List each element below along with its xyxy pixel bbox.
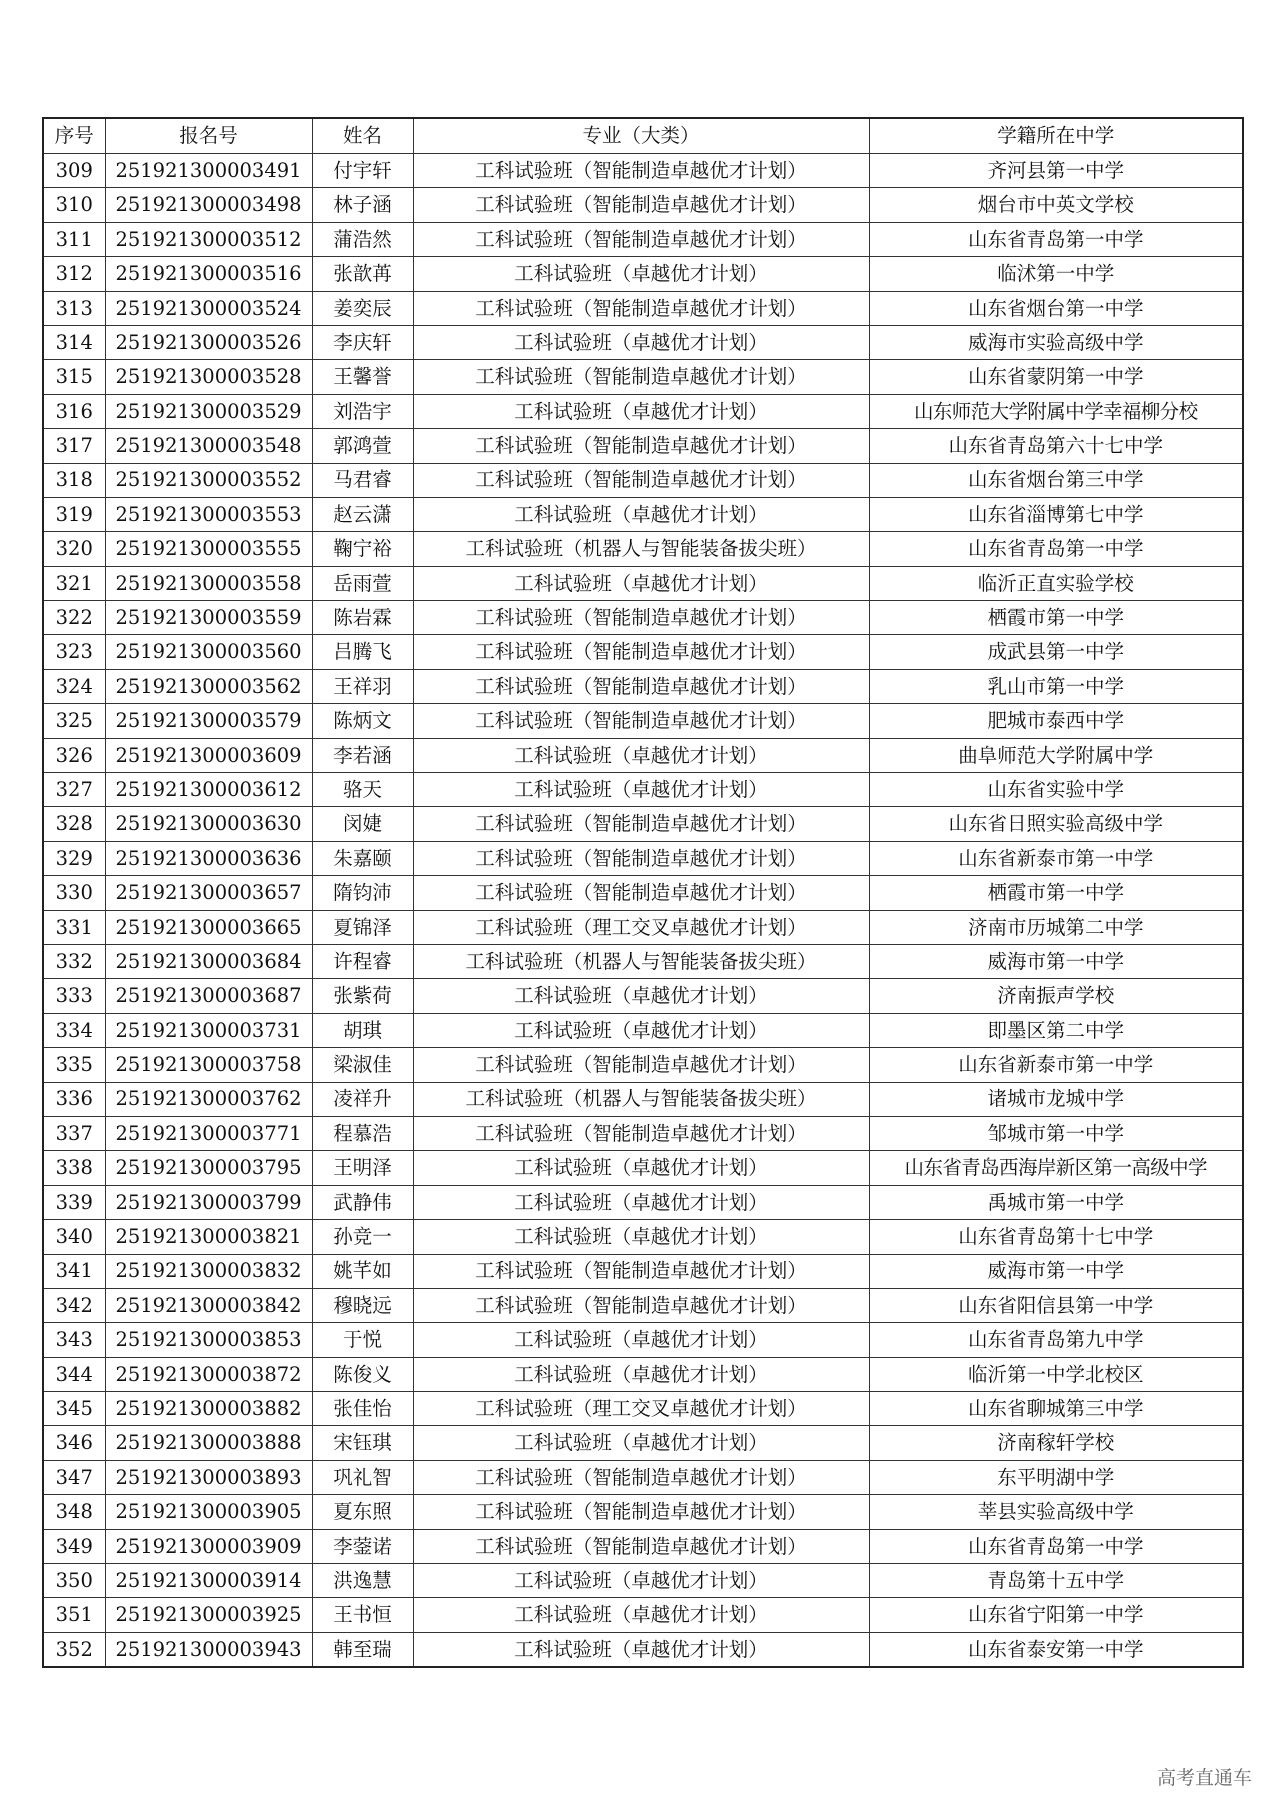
header-serial-number: 序号 (43, 118, 105, 154)
high-school-cell: 临沂正直实验学校 (869, 566, 1243, 600)
major-cell: 工科试验班（智能制造卓越优才计划） (413, 669, 869, 703)
serial-number-cell: 337 (43, 1116, 105, 1150)
header-high-school: 学籍所在中学 (869, 118, 1243, 154)
table-row (43, 910, 1243, 944)
serial-number-cell: 344 (43, 1357, 105, 1391)
high-school-cell: 山东省烟台第一中学 (869, 291, 1243, 325)
table-row (43, 1254, 1243, 1288)
name-cell: 付宇轩 (312, 154, 413, 188)
serial-number-cell: 339 (43, 1185, 105, 1219)
registration-number-cell: 251921300003579 (105, 704, 312, 738)
table-row (43, 429, 1243, 463)
name-cell: 凌祥升 (312, 1082, 413, 1116)
major-cell: 工科试验班（卓越优才计划） (413, 1564, 869, 1598)
major-cell: 工科试验班（卓越优才计划） (413, 1220, 869, 1254)
high-school-cell: 青岛第十五中学 (869, 1564, 1243, 1598)
serial-number-cell: 350 (43, 1564, 105, 1598)
name-cell: 程慕浩 (312, 1116, 413, 1150)
major-cell: 工科试验班（智能制造卓越优才计划） (413, 463, 869, 497)
serial-number-cell: 332 (43, 944, 105, 978)
serial-number-cell: 327 (43, 773, 105, 807)
watermark-text: 高考直通车 (1156, 1768, 1252, 1789)
serial-number-cell: 311 (43, 222, 105, 256)
serial-number-cell: 352 (43, 1632, 105, 1667)
table-row (43, 257, 1243, 291)
major-cell: 工科试验班（智能制造卓越优才计划） (413, 1254, 869, 1288)
table-row (43, 532, 1243, 566)
table-header-row (43, 118, 1243, 154)
table-row (43, 944, 1243, 978)
registration-number-cell: 251921300003925 (105, 1598, 312, 1632)
major-cell: 工科试验班（智能制造卓越优才计划） (413, 841, 869, 875)
name-cell: 李若涵 (312, 738, 413, 772)
registration-number-cell: 251921300003771 (105, 1116, 312, 1150)
major-cell: 工科试验班（卓越优才计划） (413, 394, 869, 428)
table-row (43, 669, 1243, 703)
registration-number-cell: 251921300003687 (105, 979, 312, 1013)
major-cell: 工科试验班（卓越优才计划） (413, 257, 869, 291)
table-row (43, 1048, 1243, 1082)
name-cell: 姜奕辰 (312, 291, 413, 325)
serial-number-cell: 342 (43, 1288, 105, 1322)
high-school-cell: 乳山市第一中学 (869, 669, 1243, 703)
registration-number-cell: 251921300003559 (105, 601, 312, 635)
high-school-cell: 成武县第一中学 (869, 635, 1243, 669)
registration-number-cell: 251921300003888 (105, 1426, 312, 1460)
serial-number-cell: 322 (43, 601, 105, 635)
name-cell: 姚芊如 (312, 1254, 413, 1288)
table-row (43, 1288, 1243, 1322)
registration-number-cell: 251921300003524 (105, 291, 312, 325)
major-cell: 工科试验班（卓越优才计划） (413, 1185, 869, 1219)
serial-number-cell: 340 (43, 1220, 105, 1254)
table-body (43, 154, 1243, 1668)
table-row (43, 773, 1243, 807)
table-row (43, 1013, 1243, 1047)
major-cell: 工科试验班（卓越优才计划） (413, 1598, 869, 1632)
major-cell: 工科试验班（智能制造卓越优才计划） (413, 704, 869, 738)
major-cell: 工科试验班（智能制造卓越优才计划） (413, 1116, 869, 1150)
name-cell: 张歆苒 (312, 257, 413, 291)
major-cell: 工科试验班（卓越优才计划） (413, 325, 869, 359)
name-cell: 李蓥诺 (312, 1529, 413, 1563)
registration-number-cell: 251921300003555 (105, 532, 312, 566)
header-major: 专业（大类） (413, 118, 869, 154)
registration-number-cell: 251921300003684 (105, 944, 312, 978)
name-cell: 李庆轩 (312, 325, 413, 359)
registration-number-cell: 251921300003558 (105, 566, 312, 600)
name-cell: 王祥羽 (312, 669, 413, 703)
major-cell: 工科试验班（卓越优才计划） (413, 979, 869, 1013)
high-school-cell: 栖霞市第一中学 (869, 601, 1243, 635)
high-school-cell: 临沭第一中学 (869, 257, 1243, 291)
name-cell: 王书恒 (312, 1598, 413, 1632)
table-row (43, 291, 1243, 325)
table-row (43, 1426, 1243, 1460)
high-school-cell: 山东省日照实验高级中学 (869, 807, 1243, 841)
table-row (43, 497, 1243, 531)
name-cell: 巩礼智 (312, 1460, 413, 1494)
registration-number-cell: 251921300003758 (105, 1048, 312, 1082)
registration-number-cell: 251921300003842 (105, 1288, 312, 1322)
serial-number-cell: 325 (43, 704, 105, 738)
name-cell: 朱嘉颐 (312, 841, 413, 875)
name-cell: 刘浩宇 (312, 394, 413, 428)
high-school-cell: 烟台市中英文学校 (869, 188, 1243, 222)
registration-number-cell: 251921300003832 (105, 1254, 312, 1288)
name-cell: 马君睿 (312, 463, 413, 497)
high-school-cell: 山东省新泰市第一中学 (869, 841, 1243, 875)
name-cell: 胡琪 (312, 1013, 413, 1047)
registration-number-cell: 251921300003512 (105, 222, 312, 256)
serial-number-cell: 331 (43, 910, 105, 944)
serial-number-cell: 335 (43, 1048, 105, 1082)
high-school-cell: 山东省青岛第一中学 (869, 222, 1243, 256)
name-cell: 梁淑佳 (312, 1048, 413, 1082)
serial-number-cell: 334 (43, 1013, 105, 1047)
registration-number-cell: 251921300003560 (105, 635, 312, 669)
table-row (43, 188, 1243, 222)
high-school-cell: 肥城市泰西中学 (869, 704, 1243, 738)
major-cell: 工科试验班（卓越优才计划） (413, 1151, 869, 1185)
registration-number-cell: 251921300003529 (105, 394, 312, 428)
table-row (43, 876, 1243, 910)
registration-number-cell: 251921300003795 (105, 1151, 312, 1185)
name-cell: 林子涵 (312, 188, 413, 222)
serial-number-cell: 323 (43, 635, 105, 669)
major-cell: 工科试验班（智能制造卓越优才计划） (413, 1288, 869, 1322)
name-cell: 于悦 (312, 1323, 413, 1357)
serial-number-cell: 315 (43, 360, 105, 394)
high-school-cell: 东平明湖中学 (869, 1460, 1243, 1494)
serial-number-cell: 317 (43, 429, 105, 463)
name-cell: 张佳怡 (312, 1392, 413, 1426)
header-registration-number: 报名号 (105, 118, 312, 154)
registration-number-cell: 251921300003799 (105, 1185, 312, 1219)
name-cell: 陈俊义 (312, 1357, 413, 1391)
serial-number-cell: 324 (43, 669, 105, 703)
name-cell: 王明泽 (312, 1151, 413, 1185)
name-cell: 夏锦泽 (312, 910, 413, 944)
high-school-cell: 济南振声学校 (869, 979, 1243, 1013)
high-school-cell: 山东省青岛第九中学 (869, 1323, 1243, 1357)
high-school-cell: 济南市历城第二中学 (869, 910, 1243, 944)
major-cell: 工科试验班（智能制造卓越优才计划） (413, 1460, 869, 1494)
serial-number-cell: 343 (43, 1323, 105, 1357)
major-cell: 工科试验班（机器人与智能装备拔尖班） (413, 532, 869, 566)
high-school-cell: 山东省青岛第一中学 (869, 1529, 1243, 1563)
serial-number-cell: 341 (43, 1254, 105, 1288)
serial-number-cell: 336 (43, 1082, 105, 1116)
high-school-cell: 莘县实验高级中学 (869, 1495, 1243, 1529)
high-school-cell: 山东省蒙阴第一中学 (869, 360, 1243, 394)
serial-number-cell: 313 (43, 291, 105, 325)
serial-number-cell: 321 (43, 566, 105, 600)
registration-number-cell: 251921300003516 (105, 257, 312, 291)
registration-number-cell: 251921300003553 (105, 497, 312, 531)
major-cell: 工科试验班（卓越优才计划） (413, 497, 869, 531)
serial-number-cell: 329 (43, 841, 105, 875)
admission-roster-table (42, 117, 1244, 1668)
major-cell: 工科试验班（卓越优才计划） (413, 1426, 869, 1460)
high-school-cell: 禹城市第一中学 (869, 1185, 1243, 1219)
table-row (43, 1082, 1243, 1116)
registration-number-cell: 251921300003630 (105, 807, 312, 841)
serial-number-cell: 349 (43, 1529, 105, 1563)
major-cell: 工科试验班（卓越优才计划） (413, 1323, 869, 1357)
registration-number-cell: 251921300003562 (105, 669, 312, 703)
table-row (43, 394, 1243, 428)
name-cell: 陈岩霖 (312, 601, 413, 635)
serial-number-cell: 326 (43, 738, 105, 772)
name-cell: 隋钧沛 (312, 876, 413, 910)
major-cell: 工科试验班（卓越优才计划） (413, 566, 869, 600)
table-row (43, 1564, 1243, 1598)
high-school-cell: 山东省实验中学 (869, 773, 1243, 807)
major-cell: 工科试验班（智能制造卓越优才计划） (413, 601, 869, 635)
registration-number-cell: 251921300003882 (105, 1392, 312, 1426)
table-row (43, 1151, 1243, 1185)
registration-number-cell: 251921300003528 (105, 360, 312, 394)
high-school-cell: 威海市第一中学 (869, 944, 1243, 978)
table-row (43, 979, 1243, 1013)
name-cell: 蒲浩然 (312, 222, 413, 256)
major-cell: 工科试验班（智能制造卓越优才计划） (413, 222, 869, 256)
serial-number-cell: 318 (43, 463, 105, 497)
high-school-cell: 曲阜师范大学附属中学 (869, 738, 1243, 772)
major-cell: 工科试验班（理工交叉卓越优才计划） (413, 910, 869, 944)
serial-number-cell: 328 (43, 807, 105, 841)
serial-number-cell: 333 (43, 979, 105, 1013)
high-school-cell: 山东师范大学附属中学幸福柳分校 (869, 394, 1243, 428)
name-cell: 武静伟 (312, 1185, 413, 1219)
table-row (43, 154, 1243, 188)
serial-number-cell: 310 (43, 188, 105, 222)
major-cell: 工科试验班（智能制造卓越优才计划） (413, 291, 869, 325)
major-cell: 工科试验班（智能制造卓越优才计划） (413, 188, 869, 222)
table-row (43, 1495, 1243, 1529)
high-school-cell: 山东省烟台第三中学 (869, 463, 1243, 497)
table-row (43, 1116, 1243, 1150)
table-row (43, 360, 1243, 394)
high-school-cell: 山东省泰安第一中学 (869, 1632, 1243, 1667)
table-row (43, 738, 1243, 772)
high-school-cell: 栖霞市第一中学 (869, 876, 1243, 910)
table-row (43, 841, 1243, 875)
name-cell: 王馨誉 (312, 360, 413, 394)
major-cell: 工科试验班（智能制造卓越优才计划） (413, 429, 869, 463)
major-cell: 工科试验班（智能制造卓越优才计划） (413, 1048, 869, 1082)
high-school-cell: 邹城市第一中学 (869, 1116, 1243, 1150)
major-cell: 工科试验班（智能制造卓越优才计划） (413, 1495, 869, 1529)
table-row (43, 807, 1243, 841)
serial-number-cell: 347 (43, 1460, 105, 1494)
table-row (43, 635, 1243, 669)
high-school-cell: 山东省淄博第七中学 (869, 497, 1243, 531)
registration-number-cell: 251921300003762 (105, 1082, 312, 1116)
serial-number-cell: 319 (43, 497, 105, 531)
major-cell: 工科试验班（智能制造卓越优才计划） (413, 807, 869, 841)
registration-number-cell: 251921300003909 (105, 1529, 312, 1563)
name-cell: 鞠宁裕 (312, 532, 413, 566)
name-cell: 骆天 (312, 773, 413, 807)
serial-number-cell: 348 (43, 1495, 105, 1529)
registration-number-cell: 251921300003548 (105, 429, 312, 463)
serial-number-cell: 338 (43, 1151, 105, 1185)
high-school-cell: 山东省阳信县第一中学 (869, 1288, 1243, 1322)
table-row (43, 1323, 1243, 1357)
name-cell: 闵婕 (312, 807, 413, 841)
table-row (43, 1357, 1243, 1391)
major-cell: 工科试验班（理工交叉卓越优才计划） (413, 1392, 869, 1426)
serial-number-cell: 320 (43, 532, 105, 566)
high-school-cell: 济南稼轩学校 (869, 1426, 1243, 1460)
registration-number-cell: 251921300003609 (105, 738, 312, 772)
registration-number-cell: 251921300003905 (105, 1495, 312, 1529)
major-cell: 工科试验班（机器人与智能装备拔尖班） (413, 944, 869, 978)
major-cell: 工科试验班（智能制造卓越优才计划） (413, 1529, 869, 1563)
table-row (43, 566, 1243, 600)
major-cell: 工科试验班（卓越优才计划） (413, 738, 869, 772)
major-cell: 工科试验班（机器人与智能装备拔尖班） (413, 1082, 869, 1116)
high-school-cell: 山东省青岛第十七中学 (869, 1220, 1243, 1254)
registration-number-cell: 251921300003612 (105, 773, 312, 807)
registration-number-cell: 251921300003821 (105, 1220, 312, 1254)
table-row (43, 1185, 1243, 1219)
registration-number-cell: 251921300003853 (105, 1323, 312, 1357)
table-row (43, 222, 1243, 256)
registration-number-cell: 251921300003657 (105, 876, 312, 910)
table-row (43, 1460, 1243, 1494)
serial-number-cell: 351 (43, 1598, 105, 1632)
name-cell: 韩至瑞 (312, 1632, 413, 1667)
name-cell: 郭鸿萱 (312, 429, 413, 463)
high-school-cell: 临沂第一中学北校区 (869, 1357, 1243, 1391)
high-school-cell: 诸城市龙城中学 (869, 1082, 1243, 1116)
serial-number-cell: 312 (43, 257, 105, 291)
name-cell: 宋钰琪 (312, 1426, 413, 1460)
table-row (43, 704, 1243, 738)
serial-number-cell: 316 (43, 394, 105, 428)
serial-number-cell: 330 (43, 876, 105, 910)
serial-number-cell: 309 (43, 154, 105, 188)
name-cell: 穆晓远 (312, 1288, 413, 1322)
high-school-cell: 即墨区第二中学 (869, 1013, 1243, 1047)
registration-number-cell: 251921300003665 (105, 910, 312, 944)
name-cell: 夏东照 (312, 1495, 413, 1529)
serial-number-cell: 346 (43, 1426, 105, 1460)
header-name: 姓名 (312, 118, 413, 154)
major-cell: 工科试验班（智能制造卓越优才计划） (413, 635, 869, 669)
serial-number-cell: 345 (43, 1392, 105, 1426)
major-cell: 工科试验班（智能制造卓越优才计划） (413, 360, 869, 394)
table-row (43, 463, 1243, 497)
high-school-cell: 山东省宁阳第一中学 (869, 1598, 1243, 1632)
high-school-cell: 威海市实验高级中学 (869, 325, 1243, 359)
registration-number-cell: 251921300003943 (105, 1632, 312, 1667)
registration-number-cell: 251921300003491 (105, 154, 312, 188)
major-cell: 工科试验班（智能制造卓越优才计划） (413, 154, 869, 188)
name-cell: 洪逸慧 (312, 1564, 413, 1598)
table-row (43, 601, 1243, 635)
registration-number-cell: 251921300003731 (105, 1013, 312, 1047)
table-row (43, 1220, 1243, 1254)
table-row (43, 1529, 1243, 1563)
name-cell: 孙竞一 (312, 1220, 413, 1254)
name-cell: 吕腾飞 (312, 635, 413, 669)
registration-number-cell: 251921300003872 (105, 1357, 312, 1391)
registration-number-cell: 251921300003914 (105, 1564, 312, 1598)
table-row (43, 1392, 1243, 1426)
high-school-cell: 山东省青岛西海岸新区第一高级中学 (869, 1151, 1243, 1185)
name-cell: 岳雨萱 (312, 566, 413, 600)
name-cell: 陈炳文 (312, 704, 413, 738)
registration-number-cell: 251921300003893 (105, 1460, 312, 1494)
registration-number-cell: 251921300003526 (105, 325, 312, 359)
high-school-cell: 齐河县第一中学 (869, 154, 1243, 188)
table-row (43, 1598, 1243, 1632)
major-cell: 工科试验班（智能制造卓越优才计划） (413, 876, 869, 910)
high-school-cell: 山东省新泰市第一中学 (869, 1048, 1243, 1082)
table-row (43, 1632, 1243, 1667)
table-row (43, 325, 1243, 359)
major-cell: 工科试验班（卓越优才计划） (413, 1632, 869, 1667)
name-cell: 许程睿 (312, 944, 413, 978)
high-school-cell: 山东省青岛第一中学 (869, 532, 1243, 566)
serial-number-cell: 314 (43, 325, 105, 359)
major-cell: 工科试验班（卓越优才计划） (413, 1357, 869, 1391)
high-school-cell: 山东省青岛第六十七中学 (869, 429, 1243, 463)
name-cell: 赵云潇 (312, 497, 413, 531)
registration-number-cell: 251921300003498 (105, 188, 312, 222)
high-school-cell: 威海市第一中学 (869, 1254, 1243, 1288)
registration-number-cell: 251921300003636 (105, 841, 312, 875)
name-cell: 张紫荷 (312, 979, 413, 1013)
major-cell: 工科试验班（卓越优才计划） (413, 1013, 869, 1047)
major-cell: 工科试验班（卓越优才计划） (413, 773, 869, 807)
registration-number-cell: 251921300003552 (105, 463, 312, 497)
high-school-cell: 山东省聊城第三中学 (869, 1392, 1243, 1426)
